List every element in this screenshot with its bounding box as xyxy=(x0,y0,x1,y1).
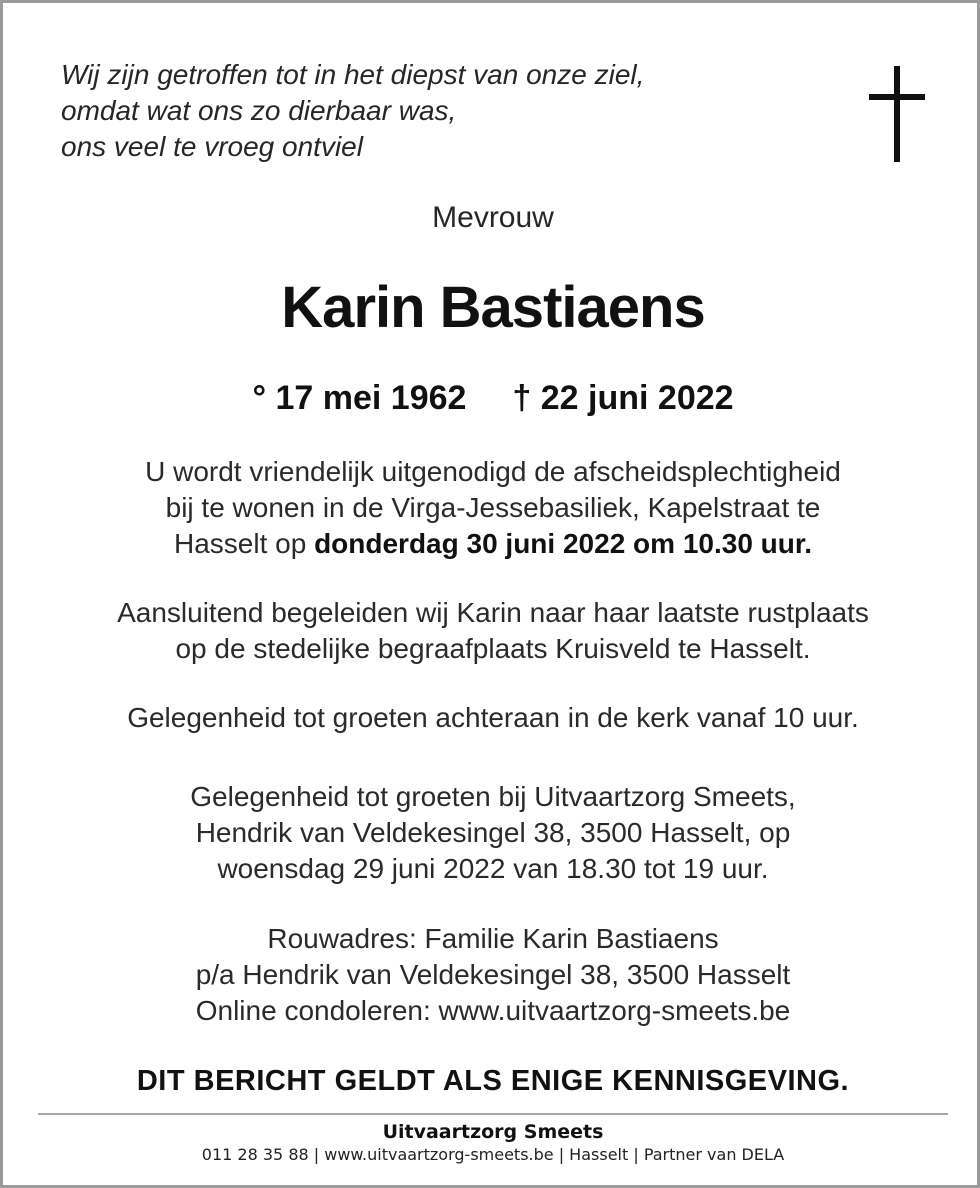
church-greeting: Gelegenheid tot groeten achteraan in de kerk vanaf 10 uur. xyxy=(127,702,859,733)
latin-cross-icon xyxy=(869,66,925,162)
mourning-address xyxy=(3,921,980,1029)
mourning-address-line: Rouwadres: Familie Karin Bastiaens xyxy=(267,923,719,954)
death-date: † 22 juni 2022 xyxy=(512,379,734,417)
online-condolence-link[interactable]: Online condoleren: www.uitvaartzorg-smeets.be xyxy=(195,995,791,1026)
funeral-home-greeting xyxy=(3,779,980,887)
footer-company-name: Uitvaartzorg Smeets xyxy=(382,1121,604,1143)
poem-line: ons veel te vroeg ontviel xyxy=(61,131,363,162)
footer-contact-info: 011 28 35 88 | www.uitvaartzorg-smeets.be | Hasselt | Partner van DELA xyxy=(201,1145,785,1164)
ceremony-line: bij te wonen in de Virga-Jessebasiliek, Kapelstraat te xyxy=(165,492,821,523)
burial-line: op de stedelijke begraafplaats Kruisveld te Hasselt. xyxy=(175,633,811,664)
funeral-home-line: Gelegenheid tot groeten bij Uitvaartzorg Smeets, xyxy=(190,781,796,812)
salutation: Mevrouw xyxy=(432,201,554,234)
funeral-home-line: woensdag 29 juni 2022 van 18.30 tot 19 uur. xyxy=(217,853,769,884)
funeral-home-line: Hendrik van Veldekesingel 38, 3500 Hasselt, op xyxy=(195,817,791,848)
footer-divider xyxy=(38,1113,948,1115)
poem-line: omdat wat ons zo dierbaar was, xyxy=(61,95,457,126)
birth-date: ° 17 mei 1962 xyxy=(252,379,467,417)
poem-line: Wij zijn getroffen tot in het diepst van onze ziel, xyxy=(61,59,645,90)
sole-notice-statement: DIT BERICHT GELDT ALS ENIGE KENNISGEVING. xyxy=(136,1065,850,1097)
life-dates xyxy=(3,377,980,419)
ceremony-paragraph xyxy=(3,454,980,562)
deceased-name: Karin Bastiaens xyxy=(281,275,705,340)
ceremony-line: U wordt vriendelijk uitgenodigd de afscheidsplechtigheid xyxy=(145,456,841,487)
burial-paragraph xyxy=(3,595,980,667)
burial-line: Aansluitend begeleiden wij Karin naar haar laatste rustplaats xyxy=(117,597,869,628)
ceremony-line xyxy=(3,526,980,562)
ceremony-location: Hasselt op xyxy=(173,528,315,559)
mourning-address-line: p/a Hendrik van Veldekesingel 38, 3500 Hasselt xyxy=(195,959,791,990)
ceremony-datetime: donderdag 30 juni 2022 om 10.30 uur. xyxy=(314,528,813,559)
poem xyxy=(61,57,644,165)
